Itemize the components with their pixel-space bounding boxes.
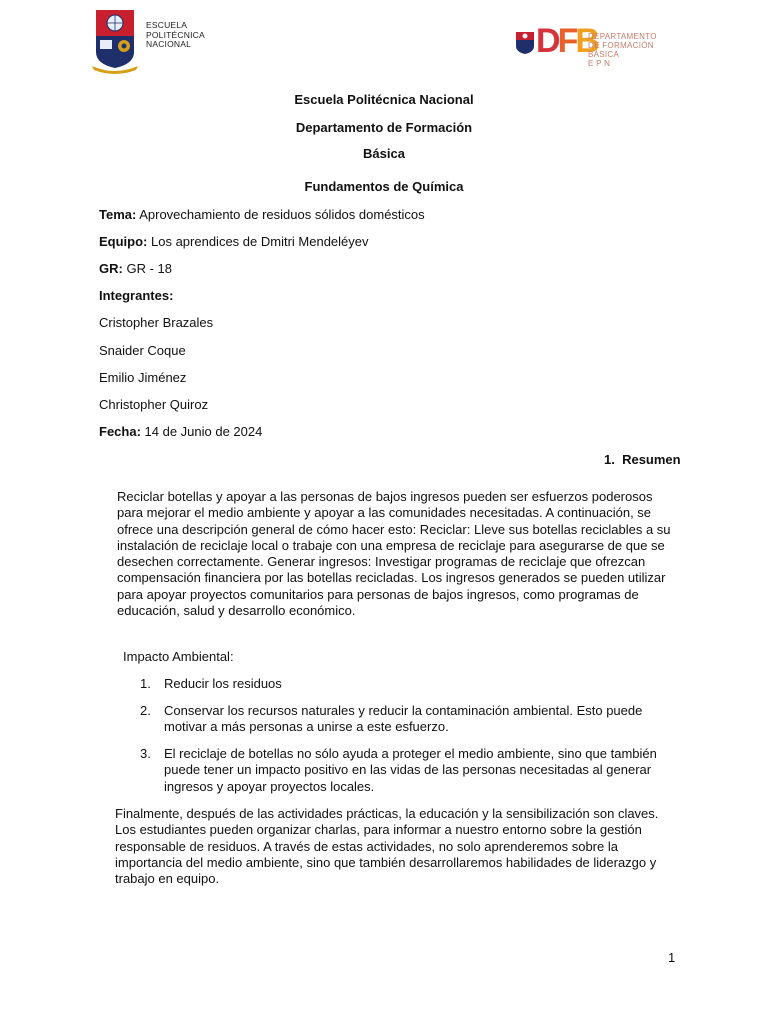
epn-crest-icon: [90, 10, 140, 74]
dfb-logo-line2: DE FORMACIÓN BÁSICA: [588, 41, 654, 59]
field-tema: [99, 207, 425, 223]
field-equipo: [99, 234, 369, 250]
intro-paragraph: Reciclar botellas y apoyar a las personas de bajos ingresos pueden ser esfuerzos poderosos para mejorar el medio ambiente y apoyar a las comunidades necesitadas. A continuación, se ofrece una descripción general de cómo hacer esto: Reciclar: Lleve sus botellas reciclables a su instalación de reciclaje local o trabaje con una empresa de reciclaje para asegurarse de que se desechen correctamente. Generar ingresos: Investigar programas de reciclaje que ofrezcan compensación financiera por las botellas recicladas. Los ingresos generados se pueden utilizar para apoyar proyectos comunitarios para personas de bajos ingresos, como programas de educación, salud y desarrollo económico.: [117, 489, 671, 619]
title-course: Fundamentos de Química: [304, 179, 464, 194]
dfb-logo-line1: DEPARTAMENTO: [588, 32, 657, 41]
dfb-letters: DFB: [536, 22, 597, 60]
epn-logo-line3: NACIONAL: [146, 39, 192, 49]
impact-item-2-num: 2.: [140, 703, 151, 718]
fecha-label: Fecha:: [99, 424, 141, 439]
gr-label: GR:: [99, 261, 123, 276]
dfb-logo-line3: E P N: [588, 59, 611, 68]
impact-item-1-num: 1.: [140, 676, 151, 691]
epn-logo-line1: ESCUELA: [146, 20, 188, 30]
epn-logo-line2: POLITÉCNICA: [146, 29, 205, 40]
section-title: Resumen: [622, 452, 681, 467]
epn-logo: [90, 10, 220, 76]
integrantes-label: Integrantes:: [99, 288, 174, 303]
tema-label: Tema:: [99, 207, 137, 222]
page-number: 1: [668, 950, 676, 965]
member-3: Emilio Jiménez: [99, 370, 187, 385]
impact-item-3-text: El reciclaje de botellas no sólo ayuda a proteger el medio ambiente, sino que también puede tener un impacto positivo en las vidas de las personas necesitadas al generar ingresos y apoyar proyectos locales.: [164, 746, 657, 794]
closing-paragraph: Finalmente, después de las actividades prácticas, la educación y la sensibilización son claves. Los estudiantes pueden organizar charlas, para informar a nuestro entorno sobre la gestión responsable de residuos. A través de estas actividades, no solo aprenderemos sobre la importancia del medio ambiente, sino que también desarrollaremos habilidades de liderazgo y trabajo en equipo.: [115, 806, 659, 887]
title-institution: Escuela Politécnica Nacional: [294, 92, 474, 107]
member-4: Christopher Quiroz: [99, 397, 209, 412]
section-number: 1.: [604, 452, 615, 467]
title-department-cont: Básica: [363, 146, 405, 161]
field-fecha: [99, 424, 262, 440]
tema-value: Aprovechamiento de residuos sólidos domésticos: [136, 207, 425, 222]
impact-heading: Impacto Ambiental:: [123, 649, 234, 664]
dfb-logo: [516, 22, 686, 68]
equipo-label: Equipo:: [99, 234, 148, 249]
fecha-value: 14 de Junio de 2024: [140, 424, 263, 439]
member-2: Snaider Coque: [99, 343, 186, 358]
equipo-value: Los aprendices de Dmitri Mendeléyev: [147, 234, 369, 249]
impact-item-3-num: 3.: [140, 746, 151, 761]
dfb-logo-icon: [516, 32, 534, 54]
section-heading: [604, 452, 681, 468]
field-gr: [99, 261, 172, 277]
impact-item-1-text: Reducir los residuos: [164, 676, 282, 691]
title-department: Departamento de Formación: [295, 120, 473, 135]
gr-value: GR - 18: [122, 261, 172, 276]
impact-item-2-text: Conservar los recursos naturales y reducir la contaminación ambiental. Esto puede motivar a más personas a unirse a este esfuerzo.: [164, 703, 643, 735]
member-1: Cristopher Brazales: [99, 315, 214, 330]
